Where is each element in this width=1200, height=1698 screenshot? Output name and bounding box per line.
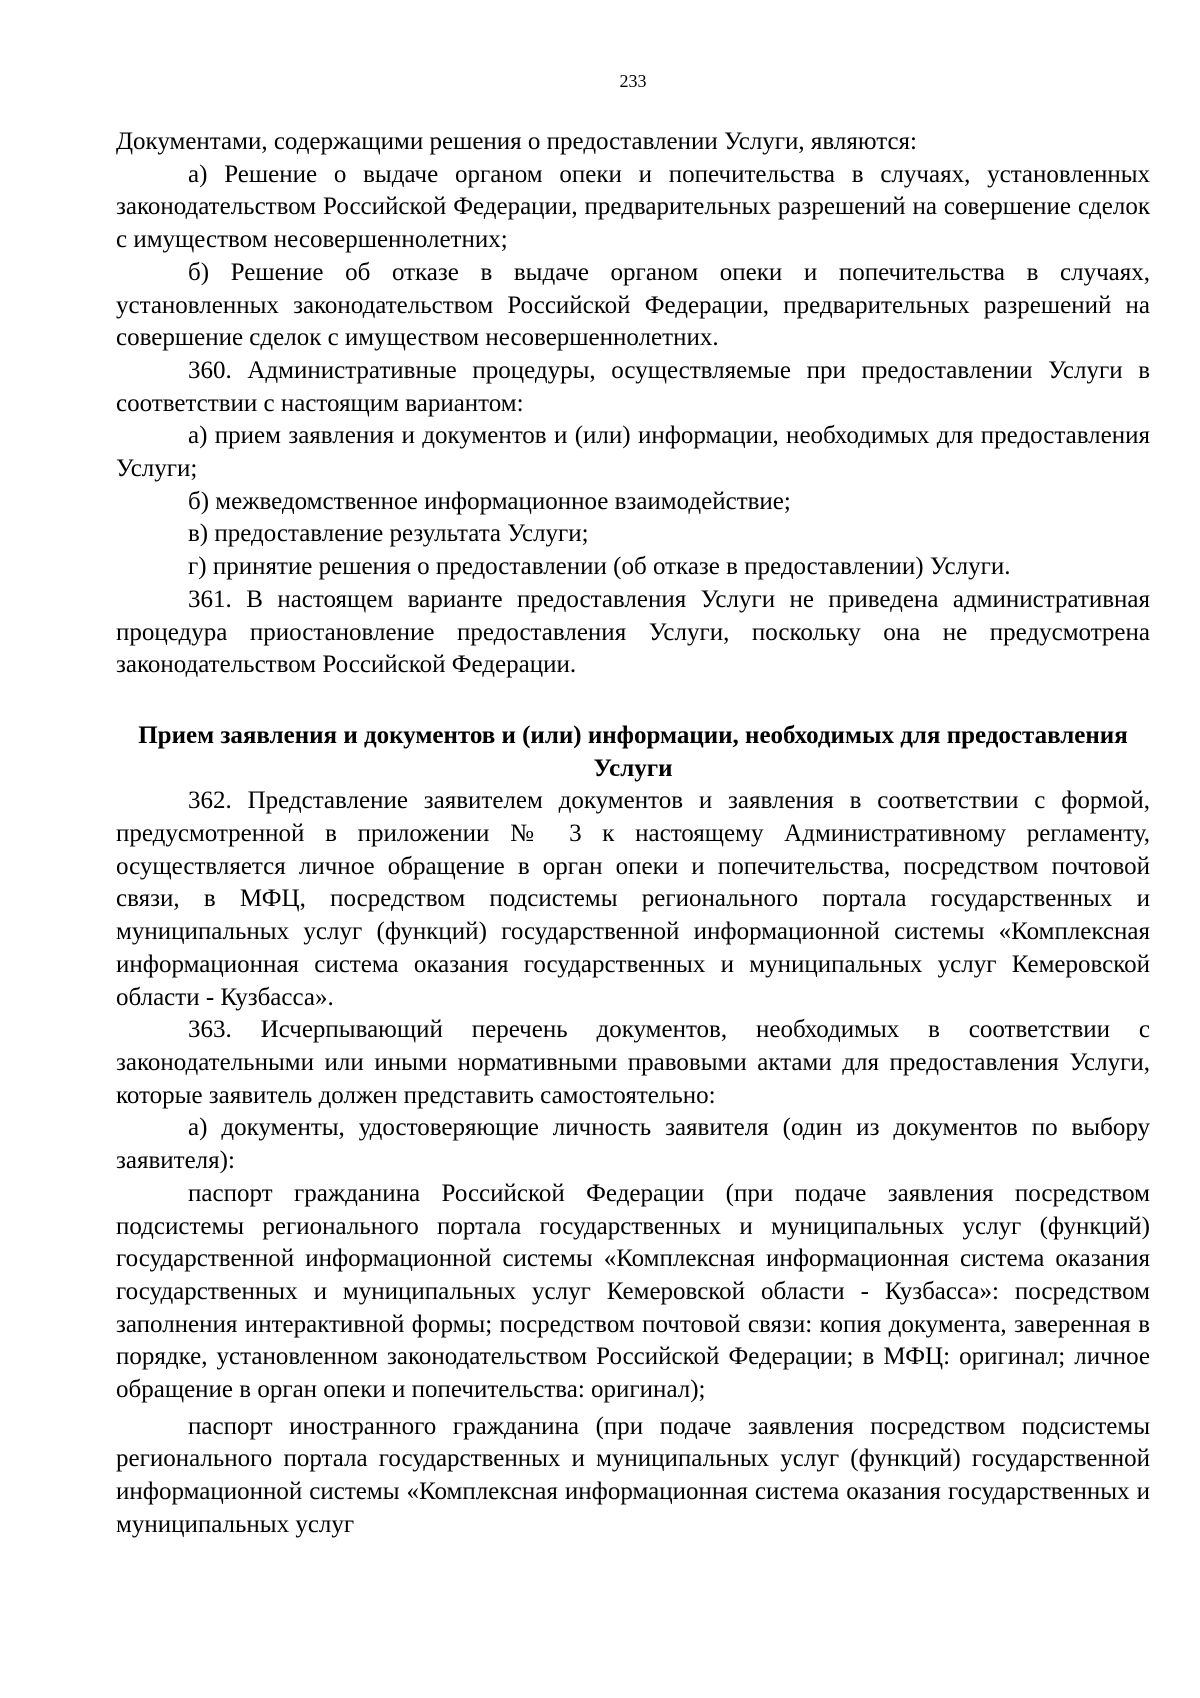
paragraph-361: 361. В настоящем варианте предоставления Услуги не приведена административная процедура приостановление предоставления Услуги, поскольку она не предусмотрена законодательством Российской Федерации. <box>116 585 1150 679</box>
paragraph-item-a-decision: а) Решение о выдаче органом опеки и попечительства в случаях, установленных законодательством Российской Федерации, предварительных разрешений на совершение сделок с имуществом несовершеннолетних; <box>116 160 1150 254</box>
paragraph-360-b: б) межведомственное информационное взаимодействие; <box>188 487 791 515</box>
paragraph-item-b-refusal: б) Решение об отказе в выдаче органом опеки и попечительства в случаях, установленных законодательством Российской Федерации, предварительных разрешений на совершение сделок с имуществом несовершеннолетних. <box>116 258 1150 352</box>
paragraph-passport-rf: паспорт гражданина Российской Федерации (при подаче заявления посредством подсистемы регионального портала государственных и муниципальных услуг (функций) государственной информационной системы «Комплексная информационная система оказания государственных и муниципальных услуг Кемеровской области - Кузбасса»: посредством заполнения интерактивной формы; посредством почтовой связи: копия документа, заверенная в порядке, установленном законодательством Российской Федерации; в МФЦ: оригинал; личное обращение в орган опеки и попечительства: оригинал); <box>116 1179 1150 1404</box>
section-heading: Прием заявления и документов и (или) информации, необходимых для предоставления Услуги <box>138 721 1128 782</box>
paragraph-362: 362. Представление заявителем документов и заявления в соответствии с формой, предусмотренной в приложении № 3 к настоящему Административному регламенту, осуществляется личное обращение в орган опеки и попечительства, посредством почтовой связи, в МФЦ, посредством подсистемы регионального портала государственных и муниципальных услуг (функций) государственной информационной системы «Комплексная информационная система оказания государственных и муниципальных услуг Кемеровской области - Кузбасса». <box>116 787 1150 1011</box>
paragraph-passport-foreign: паспорт иностранного гражданина (при подаче заявления посредством подсистемы регионального портала государственных и муниципальных услуг (функций) государственной информационной системы «Комплексная информационная система оказания государственных и муниципальных услуг <box>116 1412 1150 1538</box>
page-number: 233 <box>619 71 647 91</box>
paragraph-intro: Документами, содержащими решения о предоставлении Услуги, являются: <box>116 128 917 155</box>
document-page <box>116 70 1150 1542</box>
paragraph-360-c: в) предоставление результата Услуги; <box>188 520 589 548</box>
paragraph-363: 363. Исчерпывающий перечень документов, необходимых в соответствии с законодательными или иными нормативными правовыми актами для предоставления Услуги, которые заявитель должен представить самостоятельно: <box>116 1016 1150 1109</box>
paragraph-363-a: а) документы, удостоверяющие личность заявителя (один из документов по выбору заявителя): <box>116 1114 1150 1175</box>
paragraph-360-a: а) прием заявления и документов и (или) информации, необходимых для предоставления Услуги; <box>116 422 1150 483</box>
paragraph-360: 360. Административные процедуры, осуществляемые при предоставлении Услуги в соответствии с настоящим вариантом: <box>116 356 1150 417</box>
paragraph-360-d: г) принятие решения о предоставлении (об отказе в предоставлении) Услуги. <box>188 553 1011 581</box>
